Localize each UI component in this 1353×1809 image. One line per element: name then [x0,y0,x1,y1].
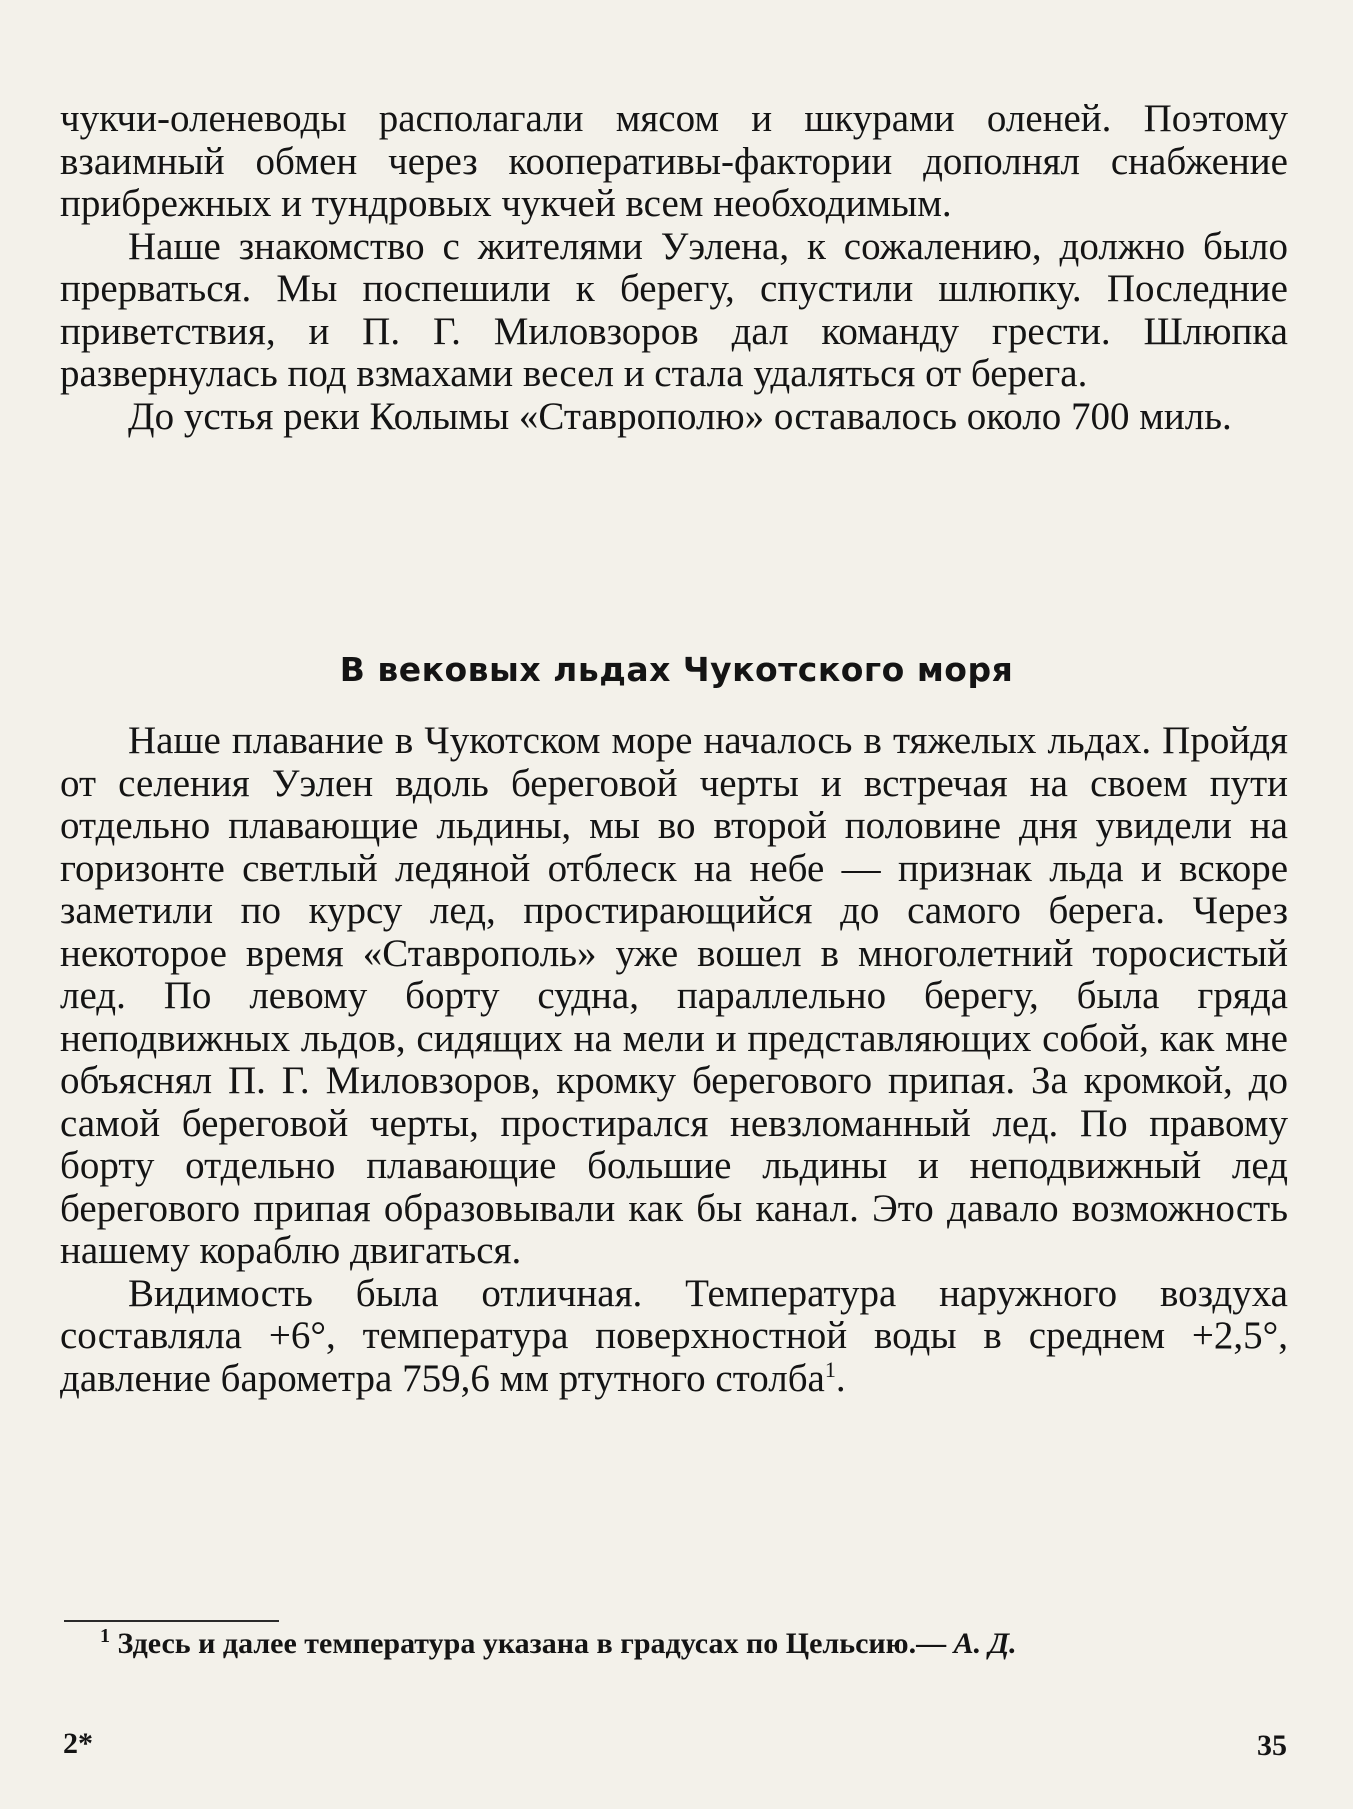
section-heading: В вековых льдах Чукотского моря [339,650,1014,689]
paragraph: Наше плавание в Чукотском море началось в тяжелых льдах. Пройдя от селения Уэлен вдоль береговой черты и встречая на своем пути отдельно плавающие льдины, мы во второй половине дня увидели на горизонте светлый ледяной отблеск на небе — признак льда и вскоре заметили по курсу лед, простирающийся до самого берега. Через некоторое время «Ставрополь» уже вошел в многолетний торосистый лед. По левому борту судна, параллельно берегу, была гряда неподвижных льдов, сидящих на мели и представляющих собой, как мне объяснял П. Г. Миловзоров, кромку берегового припая. За кромкой, до самой береговой черты, простирался невзломанный лед. По правому борту отдельно плавающие большие льдины и неподвижный лед берегового припая образовывали как бы канал. Это давало возможность нашему кораблю двигаться. [60,719,1288,1272]
footnote-marker: 1 [100,1625,110,1647]
text-block-top [60,98,1288,438]
footnote [60,1622,1288,1665]
signature-mark: 2* [63,1727,93,1760]
footnote-reference: 1 [824,1356,836,1382]
paragraph-text: Видимость была отличная. Температура наружного воздуха составляла +6°, температура поверхностной воды в среднем +2,5°, давление барометра 759,6 мм ртутного столба [60,1271,1288,1400]
text-block-main [60,720,1288,1400]
footnote-text: Здесь и далее температура указана в градусах по Цельсию.— [117,1627,947,1660]
paragraph-continued: чукчи-оленеводы располагали мясом и шкурами оленей. Поэтому взаимный обмен через кооперативы-фактории дополнял снабжение прибрежных и тундровых чукчей всем необходимым. [60,97,1288,225]
page-number: 35 [1257,1729,1287,1762]
footnote-author: А. Д. [953,1627,1017,1660]
paragraph-with-footnote: Видимость была отличная. Температура наружного воздуха составляла +6°, температура поверхностной воды в среднем +2,5°, давление барометра 759,6 мм ртутного столба$^1$. [60,1271,1288,1400]
paragraph: Наше знакомство с жителями Уэлена, к сожалению, должно было прерваться. Мы поспешили к берегу, спустили шлюпку. Последние приветствия, и П. Г. Миловзоров дал команду грести. Шлюпка развернулась под взмахами весел и стала удаляться от берега. [60,224,1288,395]
paragraph: До устья реки Колымы «Ставрополю» оставалось около 700 миль. [128,394,1232,438]
